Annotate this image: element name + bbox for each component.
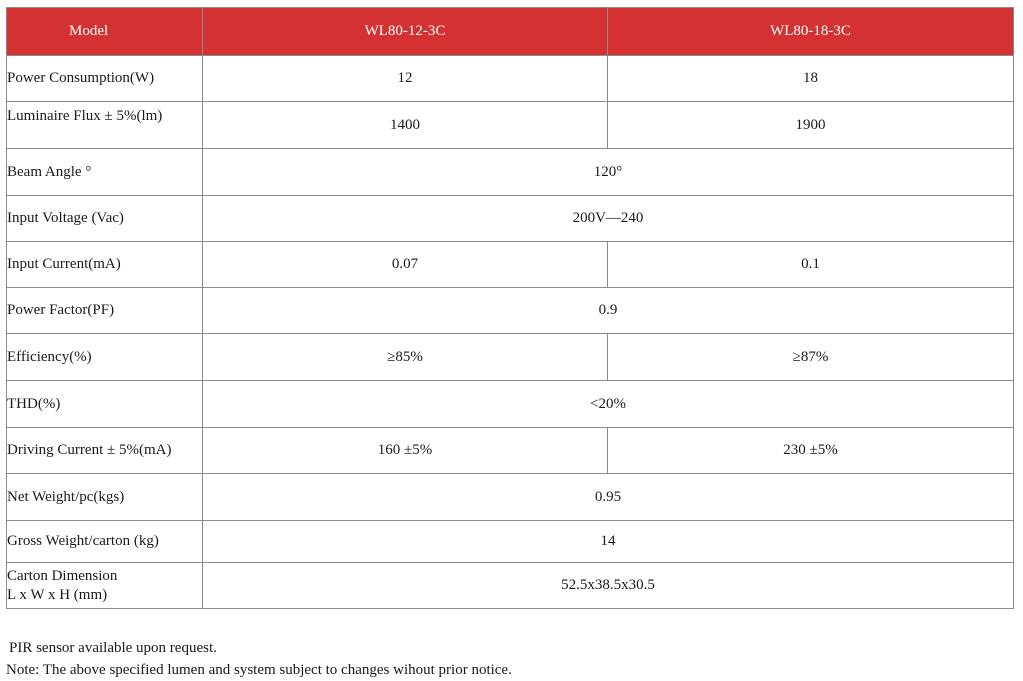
header-model-label: Model [7,8,203,56]
cell-value: 0.95 [203,474,1014,521]
row-efficiency [7,334,1014,381]
cell-value: 120° [203,149,1014,196]
row-label: Input Voltage (Vac) [7,196,203,242]
row-power-factor [7,288,1014,334]
row-beam-angle [7,149,1014,196]
cell-value-1: 12 [203,56,608,102]
row-thd [7,381,1014,428]
row-label: Input Current(mA) [7,242,203,288]
row-label: Luminaire Flux ± 5%(lm) [7,102,203,149]
row-label-line-2: L x W x H (mm) [7,586,108,603]
footnote-disclaimer: Note: The above specified lumen and system subject to changes wihout prior notice. [6,662,512,678]
cell-value: 52.5x38.5x30.5 [203,563,1014,609]
cell-value: 14 [203,521,1014,563]
row-net-weight [7,474,1014,521]
row-label [7,563,203,609]
row-label: THD(%) [7,381,203,428]
row-driving-current [7,428,1014,474]
row-label-line-1: Carton Dimension [7,567,118,584]
row-label: Power Factor(PF) [7,288,203,334]
row-label: Net Weight/pc(kgs) [7,474,203,521]
cell-value-2: ≥87% [608,334,1014,381]
row-label: Beam Angle ° [7,149,203,196]
header-model-1: WL80-12-3C [203,8,608,56]
row-label: Power Consumption(W) [7,56,203,102]
row-input-current [7,242,1014,288]
cell-value: <20% [203,381,1014,428]
cell-value-2: 18 [608,56,1014,102]
row-label: Gross Weight/carton (kg) [7,521,203,563]
cell-value-1: 1400 [203,102,608,149]
row-input-voltage [7,196,1014,242]
header-row [7,8,1014,56]
cell-value-2: 230 ±5% [608,428,1014,474]
row-gross-weight [7,521,1014,563]
footnotes [6,637,512,681]
cell-value: 0.9 [203,288,1014,334]
cell-value-1: ≥85% [203,334,608,381]
row-power-consumption [7,56,1014,102]
cell-value: 200V—240 [203,196,1014,242]
footnote-pir: PIR sensor available upon request. [9,640,217,656]
row-carton-dimension [7,563,1014,609]
spec-table [6,7,1014,609]
cell-value-2: 0.1 [608,242,1014,288]
row-luminaire-flux [7,102,1014,149]
header-model-2: WL80-18-3C [608,8,1014,56]
row-label: Efficiency(%) [7,334,203,381]
row-label: Driving Current ± 5%(mA) [7,428,203,474]
cell-value-2: 1900 [608,102,1014,149]
cell-value-1: 160 ±5% [203,428,608,474]
cell-value-1: 0.07 [203,242,608,288]
